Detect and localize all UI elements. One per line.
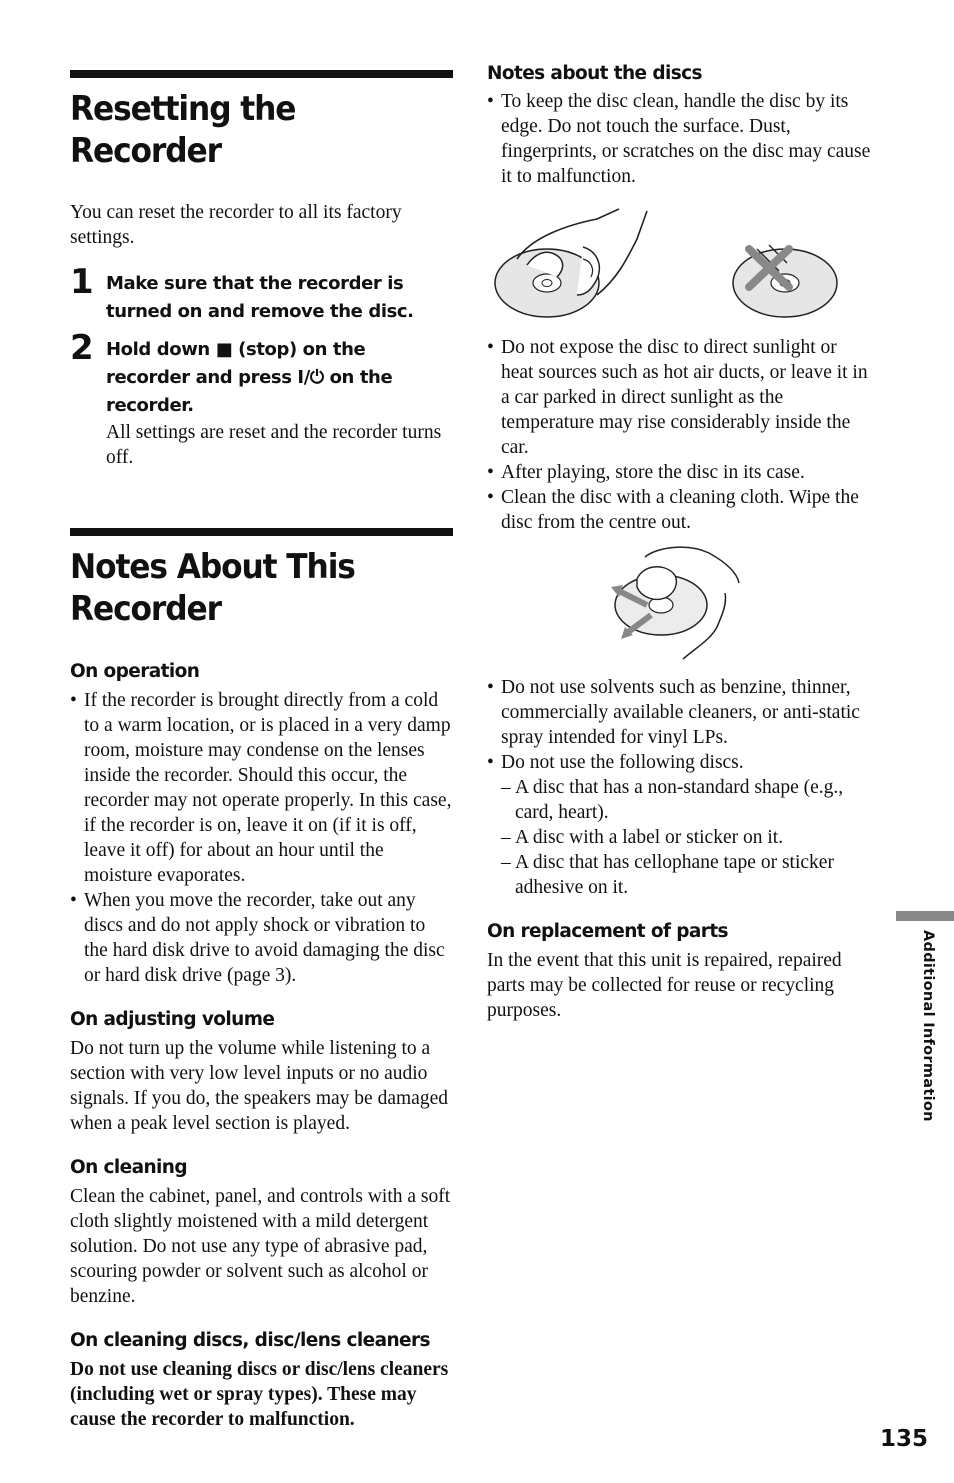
section-title-resetting: Resetting the Recorder — [70, 89, 296, 171]
disc-exclusion-list — [487, 775, 871, 900]
list-item: • When you move the recorder, take out any discs and do not apply shock or vibration to the hard disk drive to avoid damaging the disc or hard disk drive (page 3). — [70, 888, 453, 988]
right-column — [487, 62, 871, 1023]
section-rule — [70, 70, 453, 78]
resetting-intro: You can reset the recorder to all its factory settings. — [70, 202, 402, 248]
disc-handling-image — [487, 199, 871, 329]
page-number: 135 — [880, 1426, 929, 1452]
list-item: – A disc that has a non-standard shape (e.g., card, heart). — [487, 775, 871, 825]
list-item: • Do not use solvents such as benzine, thinner, commercially available cleaners, or anti-static spray intended for vinyl LPs. — [487, 675, 871, 750]
list-item: • If the recorder is brought directly from a cold to a warm location, or is placed in a very damp room, moisture may condense on the lenses inside the recorder. Should this occur, the recorder may not operate properly. In this case, if the recorder is on, leave it on (if it is off, leave it off) for about an hour until the moisture evaporates. — [70, 688, 453, 888]
disc-cleaning-image — [487, 543, 871, 667]
disc-handling-illustration — [487, 199, 871, 329]
discs-list-2 — [487, 335, 871, 535]
list-item: • To keep the disc clean, handle the disc by its edge. Do not touch the surface. Dust, fingerprints, or scratches on the disc may cause it to malfunction. — [487, 89, 871, 189]
section-rule — [70, 528, 453, 536]
list-item: • Clean the disc with a cleaning cloth. Wipe the disc from the centre out. — [487, 485, 871, 535]
side-section-label-text: Additional Information — [920, 930, 936, 1122]
step-2-subtext: All settings are reset and the recorder turns off. — [106, 422, 442, 468]
parts-text: In the event that this unit is repaired, repaired parts may be collected for reuse or recycling purposes. — [487, 950, 842, 1021]
operation-heading: On operation — [70, 661, 200, 682]
operation-list — [70, 688, 453, 988]
step-2 — [70, 328, 453, 470]
step-2-text: Hold down ■ (stop) on the recorder and press I/⏻ on the recorder. — [106, 339, 393, 416]
section-title-notes: Notes About This Recorder — [70, 547, 355, 629]
side-section-label — [916, 930, 940, 1120]
volume-text: Do not turn up the volume while listening to a section with very low level inputs or no audio signals. If you do, the speakers may be damaged when a peak level section is played. — [70, 1038, 448, 1134]
list-item: • Do not expose the disc to direct sunlight or heat sources such as hot air ducts, or leave it in a car parked in direct sunlight as the temperature may rise considerably inside the car. — [487, 335, 871, 460]
disc-cleaning-illustration — [487, 543, 871, 667]
step-1-text: Make sure that the recorder is turned on and remove the disc. — [106, 273, 414, 322]
left-column — [70, 70, 453, 1432]
step-number: 2 — [70, 328, 94, 368]
cleaning-heading: On cleaning — [70, 1157, 188, 1178]
cleaning-discs-heading: On cleaning discs, disc/lens cleaners — [70, 1330, 430, 1351]
step-number: 1 — [70, 262, 94, 302]
discs-list-3 — [487, 675, 871, 775]
list-item: – A disc that has cellophane tape or sticker adhesive on it. — [487, 850, 871, 900]
cleaning-discs-text: Do not use cleaning discs or disc/lens cleaners (including wet or spray types). These may cause the recorder to malfunction. — [70, 1359, 449, 1430]
cleaning-text: Clean the cabinet, panel, and controls with a soft cloth slightly moistened with a mild detergent solution. Do not use any type of abrasive pad, scouring powder or solvent such as alcohol or benzine. — [70, 1186, 451, 1307]
discs-heading: Notes about the discs — [487, 63, 702, 84]
parts-heading: On replacement of parts — [487, 921, 728, 942]
list-item: – A disc with a label or sticker on it. — [487, 825, 871, 850]
list-item: • Do not use the following discs. — [487, 750, 871, 775]
discs-list-1 — [487, 89, 871, 189]
list-item: • After playing, store the disc in its case. — [487, 460, 871, 485]
volume-heading: On adjusting volume — [70, 1009, 275, 1030]
step-1 — [70, 262, 453, 326]
section-tab-marker — [896, 911, 954, 921]
